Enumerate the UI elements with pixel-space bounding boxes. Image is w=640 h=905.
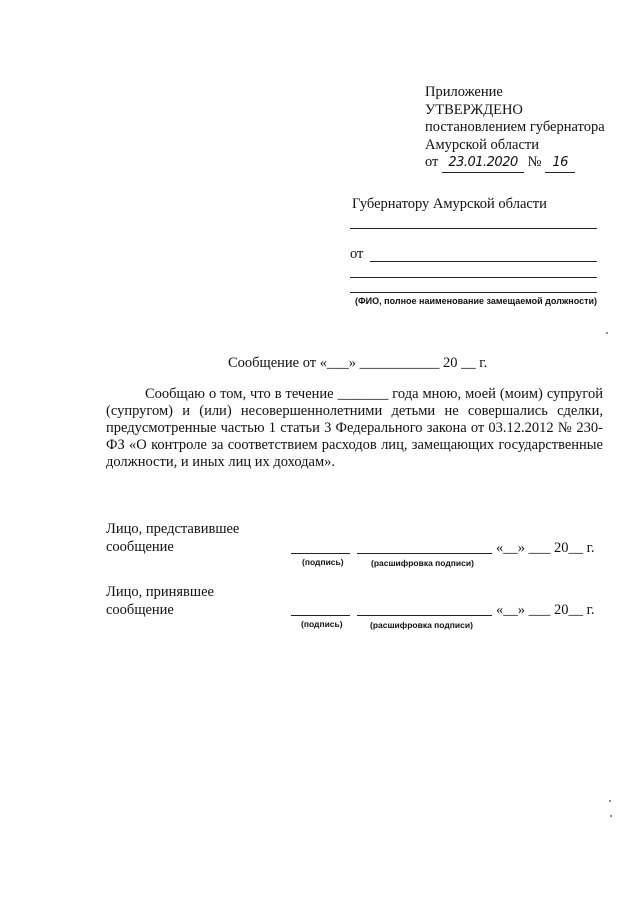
scan-speck (609, 800, 611, 802)
body-text: Сообщаю о том, что в течение _______ года мною, моей (моим) супругой (супругом) и (или) несовершеннолетними детьми не совершались сделки, предусмотренные частью 1 статьи 3 Федерального закона от 03.12.2012 № 230-ФЗ «О контроле за соответствием расходов лиц, замещающих государственные должности, и иных лиц их доходам». (106, 386, 603, 470)
approved-label: УТВЕРЖДЕНО (425, 101, 523, 118)
recipient-line-4 (350, 292, 597, 293)
decree-date-line (425, 154, 605, 173)
body-paragraph (106, 386, 603, 471)
recipient-caption: (ФИО, полное наименование замещаемой должности) (355, 296, 598, 306)
caption-signature-1: (подпись) (302, 557, 344, 567)
scan-speck (610, 815, 612, 817)
number-prefix: № (527, 154, 542, 170)
recipient-title: Губернатору Амурской области (352, 196, 547, 212)
signature-date-1: «__» ___ 20__ г. (496, 540, 595, 556)
decode-line-1 (357, 553, 492, 554)
approval-block (425, 84, 605, 173)
signature-date-2: «__» ___ 20__ г. (496, 602, 595, 618)
signature-label-2-line1: Лицо, принявшее (106, 584, 214, 600)
date-prefix: от (425, 154, 439, 170)
signature-label-2-line2: сообщение (106, 601, 174, 618)
recipient-line-2 (370, 261, 597, 262)
signature-label-1-line2: сообщение (106, 538, 174, 555)
signature-line-2 (291, 615, 350, 616)
decree-date: 23.01.2020 (442, 154, 524, 173)
recipient-line-3 (350, 277, 597, 278)
caption-decode-1: (расшифровка подписи) (371, 558, 474, 568)
decree-number: 16 (545, 154, 575, 173)
appendix-label: Приложение (425, 84, 503, 100)
from-prefix: от (350, 246, 364, 262)
recipient-line-1 (350, 228, 597, 229)
decode-line-2 (357, 615, 492, 616)
caption-decode-2: (расшифровка подписи) (370, 620, 473, 630)
signature-label-1-line1: Лицо, представившее (106, 521, 240, 537)
signature-label-1 (106, 521, 239, 556)
signature-label-2 (106, 584, 214, 619)
caption-signature-2: (подпись) (301, 619, 343, 629)
scan-speck (606, 332, 608, 334)
decree-label: постановлением губернатора (425, 119, 605, 135)
signature-line-1 (291, 553, 350, 554)
message-title: Сообщение от «___» ___________ 20 __ г. (228, 355, 488, 371)
region-label: Амурской области (425, 136, 539, 153)
